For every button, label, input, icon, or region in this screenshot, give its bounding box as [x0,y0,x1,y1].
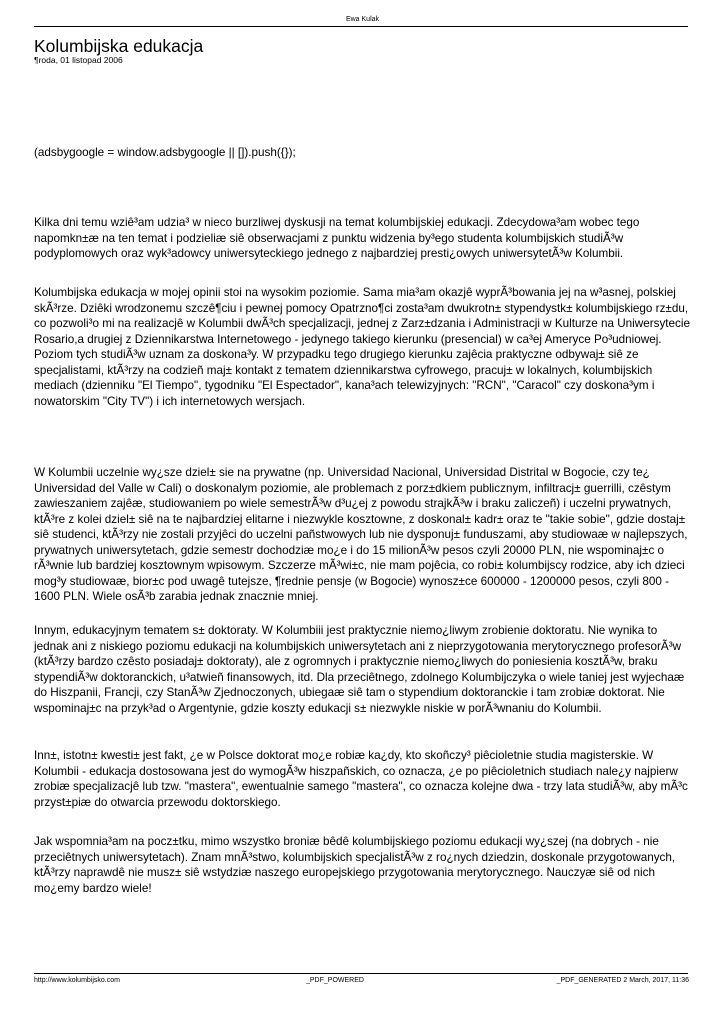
article-title: Kolumbijska edukacja [34,36,204,56]
article-date: ¶roda, 01 listopad 2006 [34,55,123,65]
paragraph-2: Kolumbijska edukacja w mojej opinii stoi na wysokim poziomie. Sama mia³am okazjê wyprÃ³bowania jej na w³asnej, polskiej skÃ³rze. Dziêki wrodzonemu szczê¶ciu i pewnej pomocy Opatrzno¶ci zosta³am dwukrotn± stypendystk± kolumbijskiego rz±du, co pozwoli³o mi na realizacjê w Kolumbii dwÃ³ch specjalizacji, jednej z Zarz±dzania i Administracji w Kulturze na Uniwersytecie Rosario,a drugiej z Dziennikarstwa Internetowego - jedynego takiego kierunku (presencial) w ca³ej Ameryce Po³udniowej. Poziom tych studiÃ³w uznam za doskona³y. W przypadku tego drugiego kierunku zajêcia praktyczne odbywaj± siê ze specjalistami, ktÃ³rzy na codzieñ maj± kontakt z tematem dziennikarstwa cyfrowego, pracuj± w lokalnych, kolumbijskich mediach (dzienniku "El Tiempo", tygodniku "El Espectador", kana³ach telewizyjnych: "RCN", "Caracol" czy doskona³ym i nowatorskim "City TV") i ich internetowych wersjach. [34,286,690,408]
paragraph-1: Kilka dni temu wziê³am udzia³ w nieco burzliwej dyskusji na temat kolumbijskiej edukacji. Zdecydowa³am wobec tego napomkn±æ na ten temat i podzieliæ siê obserwacjami z punktu widzenia by³ego studenta kolumbijskich studiÃ³w podyplomowych oraz wyk³adowcy uniwersyteckiego jednego z najbardziej presti¿owych uniwersytetÃ³w Kolumbii. [34,216,640,260]
header-divider [34,26,688,27]
paragraph-3: W Kolumbii uczelnie wy¿sze dziel± sie na prywatne (np. Universidad Nacional, Universidad Distrital w Bogocie, czy te¿ Universidad del Valle w Cali) o doskonalym poziomie, ale problemach z porz±dkiem publicznym, infiltracj± guerrilli, czêstym zawieszaniem zajêæ, studiowaniem po wiele semestrÃ³w d³u¿ej z powodu strajkÃ³w i braku zaliczeñ) i uczelni prywatnych, ktÃ³re z kolei dziel± siê na te najbardziej elitarne i niezwykle kosztowne, z doskonal± kadr± oraz te "takie sobie", gdzie dostaj± siê studenci, ktÃ³rzy nie zostali przyjêci do uczelni pañstwowych lub nie dysponuj± funduszami, aby studiowaæ w najlepszych, prywatnych uniwersytetach, gdzie semestr dochodziæ mo¿e i do 15 milionÃ³w pesos czyli 20000 PLN, nie wspominaj±c o rÃ³wnie lub bardziej kosztownym wpisowym. Szczerze mÃ³wi±c, nie mam pojêcia, co robi± kolumbijscy rodzice, aby ich dzieci mog³y studiowaæ, bior±c pod uwagê tutejsze, ¶rednie pensje (w Bogocie) wynosz±ce 600000 - 1200000 pesos, czyli 800 - 1600 PLN. Wiele osÃ³b zarabia jednak znacznie mniej. [34,466,688,603]
paragraph-4: Innym, edukacyjnym tematem s± doktoraty. W Kolumbiii jest praktycznie niemo¿liwym zrobienie doktoratu. Nie wynika to jednak ani z niskiego poziomu edukacji na kolumbijskich uniwersytetach ani z nieprzygotowania merytorycznego profesorÃ³w (ktÃ³rzy bardzo czêsto posiadaj± doktoraty), ale z ogromnych i praktycznie niemo¿liwych do poniesienia kosztÃ³w, braku stypendiÃ³w doktoranckich, u³atwieñ finansowych, itd. Dla przeciêtnego, zdolnego Kolumbijczyka o wiele taniej jest wyjechaæ do Hiszpanii, Francji, czy StanÃ³w Zjednoczonych, ubiegaæ siê tam o stypendium doktoranckie i tam zrobiæ doktorat. Nie wspominaj±c na przyk³ad o Argentynie, gdzie koszty edukacji s± niezwykle niskie w porÃ³wnaniu do Kolumbii. [34,624,685,715]
footer-divider [34,973,688,974]
footer-powered: _PDF_POWERED [306,977,364,984]
ad-code-text: (adsbygoogle = window.adsbygoogle || []).push({}); [34,146,296,159]
page-header-author: Ewa Kulak [345,16,380,23]
paragraph-6: Jak wspomnia³am na pocz±tku, mimo wszystko broniæ bêdê kolumbijskiego poziomu edukacji wy¿szej (na dobrych - nie przeciêtnych uniwersytetach). Znam mnÃ³stwo, kolumbijskich specjalistÃ³w z ro¿nych dziedzin, doskonale przygotowanych, ktÃ³rzy naprawdê nie musz± siê wstydziæ naszego europejskiego przygotowania merytorycznego. Nauczyæ siê od nich mo¿emy bardzo wiele! [34,835,676,895]
footer-generated: _PDF_GENERATED 2 March, 2017, 11:36 [556,977,689,984]
footer-url: http://www.kolumbijsko.com [34,977,120,984]
paragraph-5: Inn±, istotn± kwesti± jest fakt, ¿e w Polsce doktorat mo¿e robiæ ka¿dy, kto skoñczy³ piêcioletnie studia magisterskie. W Kolumbii - edukacja dostosowana jest do wymogÃ³w hiszpañskich, co oznacza, ¿e po piêcioletnich studiach nale¿y najpierw zrobiæ specjalizacjê lub tzw. "mastera", ewentualnie samego "mastera", co oznacza kolejne dwa - trzy lata studiÃ³w, aby mÃ³c przyst±piæ do otwarcia przewodu doktorskiego. [34,749,688,809]
